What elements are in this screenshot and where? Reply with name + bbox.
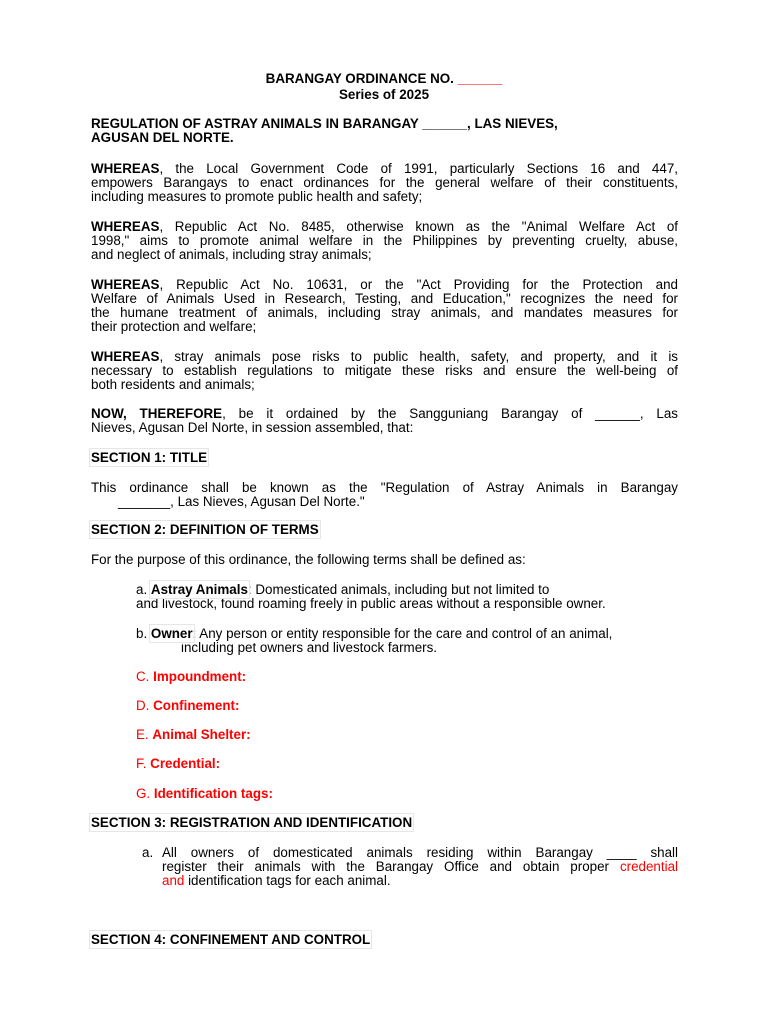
now-therefore-clause	[91, 407, 678, 435]
definition-letter: b.	[136, 626, 148, 641]
section-2-heading	[91, 523, 319, 537]
section-1-line-2: _______, Las Nieves, Agusan Del Norte."	[118, 494, 365, 509]
ordinance-blank: ______	[457, 71, 503, 86]
definition-item-a	[136, 583, 696, 611]
section-3-a-text: register their animals with the Barangay Office and obtain proper	[162, 859, 610, 874]
section-3-a-text: identification tags for each animal.	[188, 873, 391, 888]
definition-item-e	[136, 728, 251, 742]
whereas-3-line-4: their protection and welfare;	[91, 319, 257, 334]
now-therefore-keyword: NOW, THEREFORE	[91, 406, 223, 421]
section-2-heading-text: SECTION 2: DEFINITION OF TERMS	[91, 522, 319, 537]
definition-term: Impoundment:	[153, 669, 247, 684]
whereas-1-line-1	[91, 162, 678, 176]
definition-letter: E.	[136, 727, 149, 742]
ordinance-number	[0, 72, 768, 86]
definition-a-line-2: and livestock, found roaming freely in public areas without a responsible owner.	[136, 596, 606, 611]
whereas-2-line-1	[91, 220, 678, 234]
definition-term: Astray Animals	[150, 582, 248, 597]
definition-letter: C.	[136, 669, 150, 684]
whereas-4-line-1	[91, 350, 678, 364]
definition-term: Identification tags:	[153, 786, 273, 801]
definition-b-line-2: including pet owners and livestock farmers.	[181, 640, 438, 655]
ordinance-label: BARANGAY ORDINANCE NO.	[265, 71, 454, 86]
whereas-clause-4	[91, 350, 678, 392]
whereas-keyword: WHEREAS	[91, 349, 160, 364]
section-3-heading	[91, 816, 412, 830]
title-line-1: REGULATION OF ASTRAY ANIMALS IN BARANGAY ______, LAS NIEVES,	[91, 116, 558, 131]
whereas-keyword: WHEREAS	[91, 277, 160, 292]
section-3-a-highlight: and	[162, 873, 185, 888]
definition-item-f	[136, 757, 220, 771]
whereas-3-line-1	[91, 278, 678, 292]
section-3-a-line-1: All owners of domesticated animals residing within Barangay ____ shall	[162, 845, 678, 860]
definition-term: Owner	[150, 626, 193, 641]
section-1-line-1: This ordinance shall be known as the "Regulation of Astray Animals in Barangay	[91, 480, 678, 495]
section-4-heading-text: SECTION 4: CONFINEMENT AND CONTROL	[91, 932, 371, 947]
ordinance-title	[91, 117, 631, 145]
whereas-clause-1	[91, 162, 678, 204]
section-1-heading	[91, 451, 207, 465]
whereas-4-text: , stray animals pose risks to public health, safety, and property, and it is	[159, 349, 678, 364]
whereas-keyword: WHEREAS	[91, 161, 160, 176]
whereas-2-line-2: 1998," aims to promote animal welfare in the Philippines by preventing cruelty, abuse,	[91, 233, 678, 248]
definition-item-c	[136, 670, 246, 684]
definition-term: Animal Shelter:	[152, 727, 251, 742]
whereas-2-text: , Republic Act No. 8485, otherwise known as the "Animal Welfare Act of	[159, 219, 678, 234]
section-3-a-line-3	[162, 874, 678, 888]
now-therefore-line-2: Nieves, Agusan Del Norte, in session assembled, that:	[91, 420, 414, 435]
whereas-2-line-3: and neglect of animals, including stray animals;	[91, 247, 372, 262]
definition-item-b	[136, 627, 696, 655]
now-therefore-text: , be it ordained by the Sangguniang Barangay of ______, Las	[222, 406, 678, 421]
section-1-heading-text: SECTION 1: TITLE	[91, 450, 208, 465]
definition-text: : Domesticated animals, including but not limited to	[247, 582, 550, 597]
section-1-body	[91, 481, 678, 509]
definition-letter: F.	[136, 756, 147, 771]
whereas-3-line-3: the humane treatment of animals, including stray animals, and mandates measures for	[91, 305, 678, 320]
section-3-item-a	[142, 846, 678, 888]
section-3-heading-text: SECTION 3: REGISTRATION AND IDENTIFICATION	[91, 815, 413, 830]
definition-term: Credential:	[150, 756, 221, 771]
whereas-1-line-3: including measures to promote public health and safety;	[91, 189, 423, 204]
definition-item-g	[136, 787, 273, 801]
whereas-4-line-3: both residents and animals;	[91, 377, 255, 392]
whereas-keyword: WHEREAS	[91, 219, 160, 234]
definition-text: : Any person or entity responsible for the care and control of an animal,	[192, 626, 613, 641]
definition-a-line-1	[136, 583, 696, 597]
definition-b-line-1	[136, 627, 696, 641]
section-2-intro: For the purpose of this ordinance, the following terms shall be defined as:	[91, 552, 526, 567]
whereas-1-text: , the Local Government Code of 1991, particularly Sections 16 and 447,	[159, 161, 678, 176]
section-4-heading	[91, 933, 370, 947]
definition-letter: G.	[136, 786, 151, 801]
definition-term: Confinement:	[153, 698, 240, 713]
section-3-a-highlight: credential	[619, 859, 678, 874]
ordinance-series: Series of 2025	[338, 87, 430, 102]
whereas-clause-2	[91, 220, 678, 262]
definition-letter: a.	[136, 582, 148, 597]
title-line-2: AGUSAN DEL NORTE.	[91, 130, 234, 145]
whereas-1-line-2: empowers Barangays to enact ordinances for the general welfare of their constituents,	[91, 175, 678, 190]
now-therefore-line-1	[91, 407, 678, 421]
definition-letter: D.	[136, 698, 150, 713]
item-letter: a.	[142, 845, 154, 860]
whereas-4-line-2: necessary to establish regulations to mitigate these risks and ensure the well-being of	[91, 363, 678, 378]
whereas-clause-3	[91, 278, 678, 334]
whereas-3-line-2: Welfare of Animals Used in Research, Testing, and Education," recognizes the need for	[91, 291, 678, 306]
definition-item-d	[136, 699, 239, 713]
section-3-item-a-text	[162, 846, 678, 888]
whereas-3-text: , Republic Act No. 10631, or the "Act Providing for the Protection and	[159, 277, 678, 292]
section-3-a-line-2	[162, 860, 678, 874]
